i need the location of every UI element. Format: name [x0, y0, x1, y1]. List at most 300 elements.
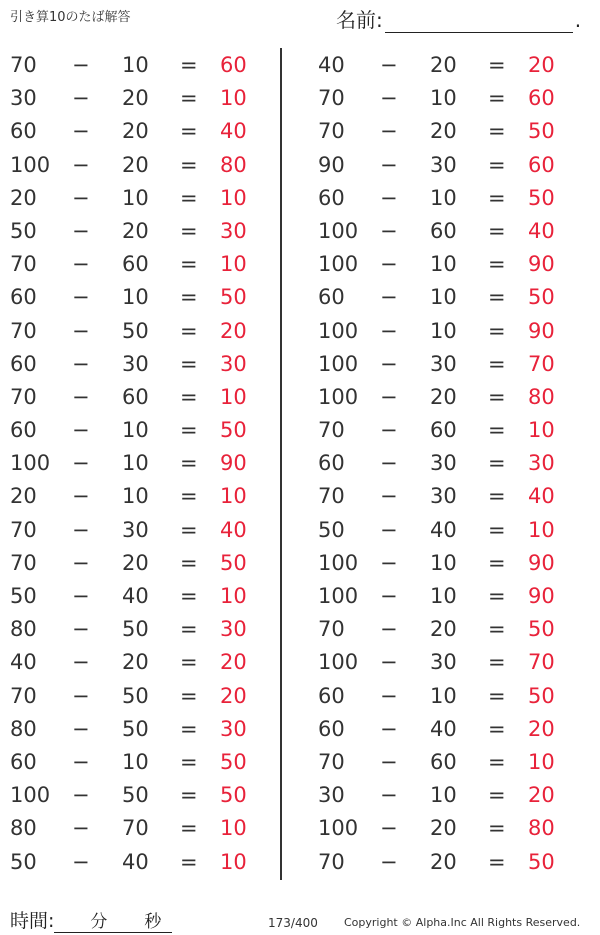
- equals-sign: =: [180, 119, 198, 144]
- minuend: 60: [10, 351, 37, 376]
- equals-sign: =: [488, 617, 506, 642]
- minuend: 70: [318, 617, 345, 642]
- minuend: 100: [10, 783, 51, 808]
- problem-row: [308, 712, 588, 745]
- subtrahend: 40: [430, 517, 457, 542]
- minus-sign: −: [72, 318, 90, 343]
- subtrahend: 10: [430, 783, 457, 808]
- minuend: 20: [10, 185, 37, 210]
- answer: 50: [528, 119, 555, 144]
- subtrahend: 20: [122, 152, 149, 177]
- time-label: 時間:: [10, 910, 55, 932]
- equals-sign: =: [180, 53, 198, 77]
- minus-sign: −: [72, 650, 90, 675]
- problem-row: [0, 778, 280, 811]
- equals-sign: =: [180, 716, 198, 741]
- minus-sign: −: [72, 218, 90, 243]
- answer: 50: [528, 185, 555, 210]
- equals-sign: =: [180, 451, 198, 476]
- equals-sign: =: [180, 584, 198, 608]
- problem-row: [308, 479, 588, 512]
- subtrahend: 10: [122, 53, 149, 77]
- minus-sign: −: [380, 451, 398, 476]
- subtrahend: 30: [122, 517, 149, 542]
- minuend: 100: [318, 550, 359, 575]
- minuend: 60: [318, 451, 345, 476]
- subtrahend: 20: [430, 849, 457, 874]
- problem-row: [308, 81, 588, 114]
- subtrahend: 30: [430, 484, 457, 509]
- equals-sign: =: [488, 351, 506, 376]
- equals-sign: =: [488, 716, 506, 741]
- equals-sign: =: [488, 816, 506, 841]
- problem-row: [308, 148, 588, 181]
- equals-sign: =: [180, 418, 198, 443]
- equals-sign: =: [488, 484, 506, 509]
- answer: 30: [220, 218, 247, 243]
- subtrahend: 40: [430, 716, 457, 741]
- subtrahend: 30: [122, 351, 149, 376]
- equals-sign: =: [180, 86, 198, 111]
- name-label: 名前:: [336, 8, 383, 32]
- subtrahend: 10: [430, 550, 457, 575]
- equals-sign: =: [180, 749, 198, 774]
- problem-row: [0, 479, 280, 512]
- minus-sign: −: [380, 584, 398, 608]
- equals-sign: =: [180, 351, 198, 376]
- minus-sign: −: [72, 451, 90, 476]
- answer: 30: [220, 351, 247, 376]
- minuend: 70: [10, 517, 37, 542]
- equals-sign: =: [488, 550, 506, 575]
- problem-row: [0, 314, 280, 347]
- minus-sign: −: [380, 119, 398, 144]
- equals-sign: =: [488, 218, 506, 243]
- minus-sign: −: [380, 849, 398, 874]
- minus-sign: −: [380, 716, 398, 741]
- subtrahend: 30: [430, 451, 457, 476]
- minuend: 70: [318, 749, 345, 774]
- problem-row: [308, 612, 588, 645]
- minuend: 70: [10, 384, 37, 409]
- answer: 90: [528, 252, 555, 277]
- minus-sign: −: [380, 517, 398, 542]
- answer: 50: [220, 285, 247, 310]
- problem-row: [0, 446, 280, 479]
- minus-sign: −: [72, 285, 90, 310]
- answer: 20: [220, 318, 247, 343]
- problem-row: [0, 413, 280, 446]
- minus-sign: −: [72, 849, 90, 874]
- minus-sign: −: [72, 418, 90, 443]
- equals-sign: =: [180, 683, 198, 708]
- minuend: 50: [10, 584, 37, 608]
- problem-row: [308, 280, 588, 313]
- problem-row: [308, 48, 588, 81]
- problem-row: [308, 645, 588, 678]
- answer: 10: [220, 86, 247, 111]
- minuend: 60: [10, 285, 37, 310]
- problem-row: [0, 181, 280, 214]
- equals-sign: =: [180, 650, 198, 675]
- subtrahend: 10: [122, 749, 149, 774]
- problem-row: [0, 513, 280, 546]
- answer: 20: [220, 650, 247, 675]
- problem-row: [308, 745, 588, 778]
- minus-sign: −: [380, 683, 398, 708]
- subtrahend: 60: [122, 384, 149, 409]
- equals-sign: =: [488, 683, 506, 708]
- problem-row: [308, 845, 588, 878]
- subtrahend: 10: [122, 285, 149, 310]
- minuend: 70: [318, 849, 345, 874]
- minuend: 60: [318, 185, 345, 210]
- problem-row: [0, 81, 280, 114]
- minuend: 70: [318, 418, 345, 443]
- subtrahend: 30: [430, 152, 457, 177]
- minuend: 70: [10, 53, 37, 77]
- answer: 50: [220, 783, 247, 808]
- subtrahend: 20: [430, 53, 457, 77]
- subtrahend: 30: [430, 351, 457, 376]
- problem-row: [0, 546, 280, 579]
- problem-row: [0, 712, 280, 745]
- answer: 50: [220, 749, 247, 774]
- problem-row: [0, 845, 280, 878]
- right-problem-column: [308, 48, 588, 878]
- minus-sign: −: [72, 749, 90, 774]
- minuend: 60: [318, 716, 345, 741]
- minus-sign: −: [72, 683, 90, 708]
- answer: 80: [528, 384, 555, 409]
- minuend: 50: [318, 517, 345, 542]
- equals-sign: =: [488, 418, 506, 443]
- subtrahend: 10: [430, 252, 457, 277]
- answer: 30: [220, 716, 247, 741]
- answer: 50: [528, 617, 555, 642]
- minus-sign: −: [380, 318, 398, 343]
- answer: 20: [528, 53, 555, 77]
- answer: 50: [220, 550, 247, 575]
- minus-sign: −: [72, 816, 90, 841]
- problem-row: [0, 148, 280, 181]
- subtrahend: 20: [122, 650, 149, 675]
- problem-row: [308, 380, 588, 413]
- minus-sign: −: [72, 384, 90, 409]
- equals-sign: =: [488, 252, 506, 277]
- minuend: 60: [318, 285, 345, 310]
- subtrahend: 50: [122, 783, 149, 808]
- minuend: 40: [10, 650, 37, 675]
- minuend: 100: [318, 252, 359, 277]
- minus-sign: −: [380, 218, 398, 243]
- minutes-label: 分: [90, 912, 108, 932]
- subtrahend: 60: [430, 418, 457, 443]
- answer: 40: [528, 218, 555, 243]
- answer: 10: [528, 418, 555, 443]
- minuend: 100: [318, 650, 359, 675]
- minus-sign: −: [72, 550, 90, 575]
- minuend: 70: [10, 550, 37, 575]
- minuend: 50: [10, 218, 37, 243]
- equals-sign: =: [180, 285, 198, 310]
- problem-row: [0, 380, 280, 413]
- answer: 90: [220, 451, 247, 476]
- minus-sign: −: [72, 584, 90, 608]
- subtrahend: 40: [122, 849, 149, 874]
- minuend: 80: [10, 617, 37, 642]
- subtrahend: 20: [122, 218, 149, 243]
- minuend: 30: [318, 783, 345, 808]
- minus-sign: −: [380, 384, 398, 409]
- minus-sign: −: [380, 418, 398, 443]
- minus-sign: −: [72, 351, 90, 376]
- minus-sign: −: [380, 351, 398, 376]
- subtrahend: 10: [430, 318, 457, 343]
- answer: 90: [528, 584, 555, 608]
- minuend: 100: [10, 152, 51, 177]
- equals-sign: =: [180, 550, 198, 575]
- answer: 60: [528, 152, 555, 177]
- subtrahend: 50: [122, 617, 149, 642]
- subtrahend: 10: [430, 584, 457, 608]
- equals-sign: =: [180, 318, 198, 343]
- minus-sign: −: [380, 749, 398, 774]
- problem-row: [0, 114, 280, 147]
- problem-row: [308, 181, 588, 214]
- equals-sign: =: [488, 650, 506, 675]
- name-end-mark: .: [574, 8, 582, 32]
- problem-row: [308, 114, 588, 147]
- answer: 60: [220, 53, 247, 77]
- minus-sign: −: [380, 484, 398, 509]
- problem-row: [0, 679, 280, 712]
- equals-sign: =: [488, 849, 506, 874]
- minuend: 100: [318, 384, 359, 409]
- answer: 30: [220, 617, 247, 642]
- minus-sign: −: [72, 185, 90, 210]
- answer: 50: [528, 849, 555, 874]
- minuend: 30: [10, 86, 37, 111]
- problem-row: [0, 280, 280, 313]
- problem-row: [0, 745, 280, 778]
- minuend: 100: [318, 584, 359, 608]
- minus-sign: −: [380, 783, 398, 808]
- minuend: 50: [10, 849, 37, 874]
- subtrahend: 60: [430, 749, 457, 774]
- minus-sign: −: [72, 716, 90, 741]
- subtrahend: 40: [122, 584, 149, 608]
- answer: 40: [220, 119, 247, 144]
- problem-row: [0, 612, 280, 645]
- subtrahend: 10: [430, 86, 457, 111]
- subtrahend: 60: [122, 252, 149, 277]
- minuend: 70: [10, 683, 37, 708]
- subtrahend: 20: [122, 119, 149, 144]
- minuend: 70: [318, 86, 345, 111]
- equals-sign: =: [488, 384, 506, 409]
- seconds-label: 秒: [144, 912, 162, 932]
- minuend: 70: [10, 252, 37, 277]
- minuend: 80: [10, 716, 37, 741]
- problem-row: [0, 48, 280, 81]
- worksheet-title: 引き算10のたば解答: [10, 10, 131, 25]
- answer: 10: [220, 185, 247, 210]
- minuend: 90: [318, 152, 345, 177]
- equals-sign: =: [180, 617, 198, 642]
- equals-sign: =: [488, 451, 506, 476]
- answer: 30: [528, 451, 555, 476]
- equals-sign: =: [488, 749, 506, 774]
- minuend: 100: [318, 351, 359, 376]
- copyright-notice: Copyright © Alpha.Inc All Rights Reserved.: [344, 916, 581, 929]
- answer: 80: [220, 152, 247, 177]
- equals-sign: =: [180, 484, 198, 509]
- answer: 10: [528, 749, 555, 774]
- answer: 90: [528, 318, 555, 343]
- answer: 10: [220, 849, 247, 874]
- minus-sign: −: [380, 650, 398, 675]
- subtrahend: 10: [430, 285, 457, 310]
- minus-sign: −: [380, 816, 398, 841]
- minus-sign: −: [380, 185, 398, 210]
- problem-row: [308, 546, 588, 579]
- subtrahend: 10: [122, 484, 149, 509]
- minus-sign: −: [72, 53, 90, 77]
- answer: 50: [220, 418, 247, 443]
- equals-sign: =: [488, 119, 506, 144]
- minus-sign: −: [72, 86, 90, 111]
- minus-sign: −: [72, 152, 90, 177]
- minus-sign: −: [380, 86, 398, 111]
- answer: 10: [220, 484, 247, 509]
- answer: 40: [528, 484, 555, 509]
- answer: 80: [528, 816, 555, 841]
- equals-sign: =: [180, 816, 198, 841]
- minuend: 100: [318, 218, 359, 243]
- answer: 70: [528, 351, 555, 376]
- minuend: 60: [10, 119, 37, 144]
- problem-row: [308, 778, 588, 811]
- problem-row: [0, 645, 280, 678]
- equals-sign: =: [180, 185, 198, 210]
- answer: 10: [220, 584, 247, 608]
- problem-row: [0, 579, 280, 612]
- minuend: 70: [318, 119, 345, 144]
- problem-row: [308, 579, 588, 612]
- minuend: 100: [10, 451, 51, 476]
- minus-sign: −: [380, 550, 398, 575]
- subtrahend: 10: [430, 683, 457, 708]
- minuend: 100: [318, 816, 359, 841]
- subtrahend: 10: [122, 418, 149, 443]
- answer: 10: [528, 517, 555, 542]
- subtrahend: 50: [122, 318, 149, 343]
- time-blank-line: [54, 912, 172, 933]
- subtrahend: 10: [122, 185, 149, 210]
- equals-sign: =: [488, 53, 506, 77]
- problem-row: [0, 214, 280, 247]
- answer: 10: [220, 252, 247, 277]
- subtrahend: 20: [430, 384, 457, 409]
- answer: 40: [220, 517, 247, 542]
- subtrahend: 20: [430, 617, 457, 642]
- equals-sign: =: [180, 384, 198, 409]
- answer: 50: [528, 683, 555, 708]
- problem-row: [308, 247, 588, 280]
- equals-sign: =: [180, 517, 198, 542]
- subtrahend: 50: [122, 683, 149, 708]
- subtrahend: 10: [122, 451, 149, 476]
- minus-sign: −: [72, 252, 90, 277]
- answer: 20: [528, 716, 555, 741]
- left-problem-column: [0, 48, 280, 878]
- answer: 70: [528, 650, 555, 675]
- name-blank-line: [385, 14, 573, 33]
- subtrahend: 20: [430, 119, 457, 144]
- page-number: 173/400: [268, 916, 318, 930]
- answer: 20: [528, 783, 555, 808]
- subtrahend: 20: [122, 550, 149, 575]
- equals-sign: =: [180, 152, 198, 177]
- minuend: 70: [318, 484, 345, 509]
- subtrahend: 20: [122, 86, 149, 111]
- answer: 10: [220, 816, 247, 841]
- equals-sign: =: [180, 849, 198, 874]
- problem-row: [308, 513, 588, 546]
- minus-sign: −: [380, 285, 398, 310]
- subtrahend: 10: [430, 185, 457, 210]
- equals-sign: =: [488, 318, 506, 343]
- subtrahend: 70: [122, 816, 149, 841]
- minus-sign: −: [72, 783, 90, 808]
- equals-sign: =: [180, 218, 198, 243]
- column-divider: [280, 48, 282, 880]
- problem-row: [308, 679, 588, 712]
- minus-sign: −: [72, 517, 90, 542]
- equals-sign: =: [488, 185, 506, 210]
- equals-sign: =: [488, 152, 506, 177]
- answer: 20: [220, 683, 247, 708]
- problem-row: [308, 413, 588, 446]
- minuend: 100: [318, 318, 359, 343]
- equals-sign: =: [488, 517, 506, 542]
- minuend: 40: [318, 53, 345, 77]
- minus-sign: −: [380, 53, 398, 77]
- minus-sign: −: [72, 484, 90, 509]
- minuend: 80: [10, 816, 37, 841]
- problem-row: [308, 811, 588, 844]
- subtrahend: 20: [430, 816, 457, 841]
- problem-row: [308, 214, 588, 247]
- subtrahend: 60: [430, 218, 457, 243]
- subtrahend: 30: [430, 650, 457, 675]
- minuend: 60: [10, 418, 37, 443]
- equals-sign: =: [488, 285, 506, 310]
- minuend: 20: [10, 484, 37, 509]
- minus-sign: −: [380, 152, 398, 177]
- minus-sign: −: [380, 617, 398, 642]
- minus-sign: −: [380, 252, 398, 277]
- answer: 10: [220, 384, 247, 409]
- minuend: 60: [318, 683, 345, 708]
- equals-sign: =: [180, 252, 198, 277]
- problem-row: [0, 247, 280, 280]
- equals-sign: =: [488, 783, 506, 808]
- problem-row: [308, 347, 588, 380]
- problem-row: [308, 314, 588, 347]
- problem-row: [308, 446, 588, 479]
